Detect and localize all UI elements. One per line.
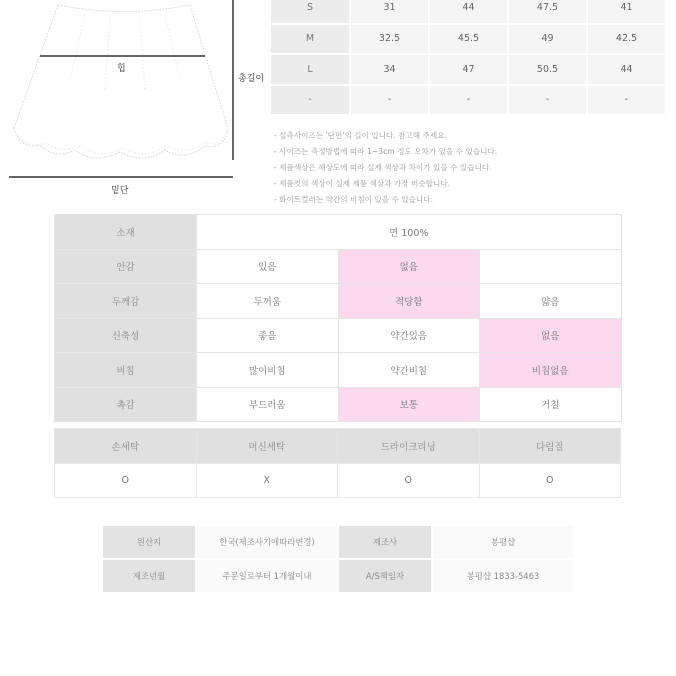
attribute-label: 안감 [55,249,197,284]
attribute-row [55,387,622,422]
note-line: - 제품색상은 해상도에 따라 실제 색상과 차이가 있을 수 있습니다. [274,163,492,172]
material-row [55,215,622,250]
hem-label: 밑단 [111,186,129,196]
size-value: - [429,85,508,116]
attribute-label: 두께감 [55,284,197,319]
attribute-option: 없음 [480,318,622,353]
size-value: - [350,85,429,116]
size-value: 50.5 [508,54,587,85]
attribute-option: 좋음 [197,318,339,353]
size-row [271,24,666,55]
attribute-table [54,214,622,422]
care-header: 다림질 [479,429,621,464]
size-value: 49 [508,24,587,55]
care-header-row [55,429,621,464]
material-value: 면 100% [197,215,622,250]
attribute-option: 얇음 [480,284,622,319]
manufacture-date-label: 제조년월 [102,559,196,593]
attribute-option: 약간있음 [338,318,480,353]
attribute-option: 약간비침 [338,353,480,388]
size-value: 32.5 [350,24,429,55]
attribute-option: 적당함 [338,284,480,319]
size-label: L [271,54,350,85]
size-row [271,54,666,85]
size-row [271,0,666,24]
note-line: - 화이트컬러는 약간의 비침이 있을 수 있습니다. [274,195,434,204]
attribute-option: 거칠 [480,387,622,422]
attribute-option: 부드러움 [197,387,339,422]
care-value: O [338,463,480,498]
attribute-label: 비침 [55,353,197,388]
note-line: - 제품컷의 색상이 실제 제품 색상과 가장 비슷합니다. [274,179,451,188]
size-value: 47.5 [508,0,587,24]
size-value: 41 [587,0,666,24]
length-label: 총길이 [238,74,265,84]
attribute-label: 촉감 [55,387,197,422]
attribute-row [55,353,622,388]
material-label: 소재 [55,215,197,250]
skirt-measurement-diagram [0,0,270,200]
hip-label: 힙 [117,64,126,74]
care-value-row [55,463,621,498]
size-value: 44 [429,0,508,24]
as-contact-value: 봉평샵 1833-5463 [432,559,574,593]
attribute-option: 두꺼움 [197,284,339,319]
size-value: 47 [429,54,508,85]
size-value: - [587,85,666,116]
size-value: 34 [350,54,429,85]
attribute-option: 많이비침 [197,353,339,388]
manufacture-date-value: 주문일로부터 1개월이내 [196,559,338,593]
size-table [271,0,667,116]
manufacturer-label: 제조사 [338,525,432,559]
size-value: 45.5 [429,24,508,55]
size-row [271,85,666,116]
size-label: - [271,85,350,116]
size-value: - [508,85,587,116]
origin-value: 한국(제조사기에따라변경) [196,525,338,559]
note-line: - 실측사이즈는 '단면'의 길이 입니다. 참고해 주세요. [274,131,447,140]
size-notes [274,128,497,208]
origin-table [101,524,575,594]
attribute-row [55,318,622,353]
care-header: 손세탁 [55,429,197,464]
size-label: M [271,24,350,55]
note-line: - 사이즈는 측정방법에 따라 1~3cm 정도 오차가 있을 수 있습니다. [274,147,498,156]
attribute-row [55,249,622,284]
care-value: O [55,463,197,498]
origin-row [102,525,574,559]
care-value: O [479,463,621,498]
attribute-option: 비침없음 [480,353,622,388]
attribute-option: 있음 [197,249,339,284]
care-value: X [196,463,338,498]
origin-row [102,559,574,593]
size-value: 44 [587,54,666,85]
as-contact-label: A/S책임자 [338,559,432,593]
care-header: 드라이크리닝 [338,429,480,464]
origin-label: 원산지 [102,525,196,559]
size-value: 31 [350,0,429,24]
attribute-option: 보통 [338,387,480,422]
attribute-label: 신축성 [55,318,197,353]
care-header: 머신세탁 [196,429,338,464]
size-label: S [271,0,350,24]
attribute-option [480,249,622,284]
size-value: 42.5 [587,24,666,55]
attribute-row [55,284,622,319]
care-table [54,428,621,498]
manufacturer-value: 봉평샵 [432,525,574,559]
attribute-option: 없음 [338,249,480,284]
